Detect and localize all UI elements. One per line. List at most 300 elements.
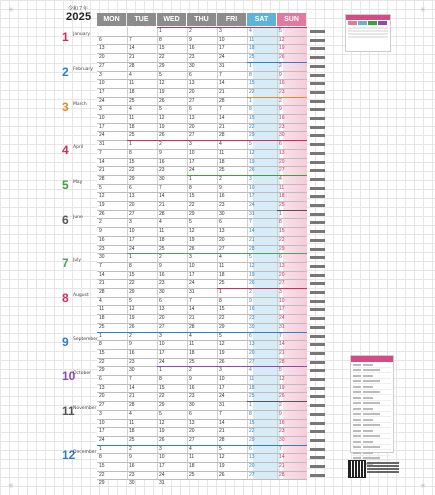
- day-number: 22: [129, 280, 135, 287]
- week-tag: [310, 178, 325, 181]
- month-name: June: [73, 214, 83, 220]
- day-number: 16: [249, 306, 255, 313]
- day-number: 24: [99, 436, 105, 443]
- day-number: 11: [249, 376, 255, 382]
- week-tag: [310, 335, 325, 338]
- day-number: 18: [129, 428, 135, 435]
- day-number: 18: [129, 123, 135, 130]
- week-tag: [310, 430, 325, 433]
- week-tag: [310, 474, 325, 477]
- day-number: 30: [219, 210, 225, 217]
- day-number: 30: [99, 254, 105, 261]
- day-number: 21: [129, 54, 135, 61]
- legend-line: [348, 33, 388, 35]
- day-number: 21: [219, 428, 225, 435]
- day-number: 2: [159, 254, 162, 261]
- day-number: 4: [129, 106, 132, 113]
- week-tag: [310, 274, 325, 277]
- day-number: 26: [249, 167, 255, 174]
- day-number: 3: [189, 141, 192, 148]
- day-number: 17: [189, 158, 195, 165]
- weekday-fri: FRI: [217, 13, 246, 26]
- day-number: 23: [279, 88, 285, 95]
- day-number: 15: [99, 463, 105, 469]
- day-number: 11: [219, 262, 225, 269]
- era-label: 令和７年: [68, 6, 89, 12]
- day-number: 1: [129, 254, 132, 261]
- day-number: 27: [219, 245, 225, 252]
- day-number: 24: [99, 132, 105, 139]
- day-number: 23: [189, 393, 195, 400]
- day-number: 12: [159, 419, 165, 426]
- day-number: 2: [279, 62, 282, 69]
- day-number: 26: [129, 323, 135, 330]
- day-number: 18: [279, 193, 285, 200]
- day-number: 16: [189, 384, 195, 391]
- month-name: August: [73, 293, 89, 298]
- day-number: 3: [219, 367, 222, 374]
- day-number: 28: [219, 97, 225, 104]
- month-label: [62, 64, 93, 79]
- day-number: 7: [99, 262, 102, 269]
- day-number: 3: [249, 175, 252, 182]
- day-number: 1: [99, 332, 102, 339]
- day-number: 24: [189, 280, 195, 287]
- day-number: 5: [249, 254, 252, 261]
- day-number: 29: [189, 210, 195, 217]
- month-label: [62, 212, 83, 227]
- day-number: 28: [219, 436, 225, 443]
- day-number: 15: [279, 228, 285, 235]
- day-number: 9: [189, 376, 192, 382]
- day-number: 7: [219, 410, 222, 417]
- day-number: 18: [219, 271, 225, 278]
- day-number: 11: [159, 228, 165, 235]
- day-number: 13: [189, 80, 195, 87]
- day-number: 19: [129, 315, 135, 322]
- legend-swatch: [358, 21, 367, 25]
- day-number: 26: [279, 54, 285, 61]
- day-number: 27: [99, 62, 105, 69]
- week-tag: [310, 361, 325, 364]
- legend-line: [348, 36, 388, 38]
- day-number: 19: [249, 158, 255, 165]
- day-number: 1: [159, 367, 162, 374]
- day-number: 28: [279, 358, 285, 365]
- day-number: 6: [279, 254, 282, 261]
- day-number: 8: [219, 297, 222, 304]
- holiday-list: [350, 355, 394, 453]
- day-number: 13: [159, 306, 165, 313]
- weekday-wed: WED: [157, 13, 186, 26]
- day-number: 12: [189, 228, 195, 235]
- day-number: 22: [99, 471, 105, 478]
- day-number: 22: [129, 167, 135, 174]
- month-name: March: [73, 101, 87, 107]
- day-number: 17: [219, 384, 225, 391]
- day-number: 30: [279, 132, 285, 139]
- day-number: 27: [189, 132, 195, 139]
- day-number: 10: [219, 36, 225, 43]
- month-name: September: [73, 336, 98, 342]
- day-number: 27: [249, 358, 255, 365]
- month-number: 7: [62, 256, 69, 271]
- day-number: 6: [99, 36, 102, 43]
- week-tag: [310, 395, 325, 398]
- day-number: 11: [189, 454, 195, 461]
- day-number: 29: [159, 402, 165, 409]
- day-number: 12: [279, 36, 285, 43]
- day-number: 16: [279, 80, 285, 87]
- day-number: 11: [129, 115, 135, 121]
- day-number: 18: [189, 349, 195, 356]
- qr-code-icon: [348, 460, 366, 478]
- day-number: 8: [279, 219, 282, 226]
- day-number: 17: [99, 88, 105, 95]
- day-number: 5: [249, 141, 252, 148]
- week-tag: [310, 352, 325, 355]
- day-number: 24: [219, 54, 225, 61]
- week-tag: [310, 265, 325, 268]
- day-number: 28: [99, 175, 105, 182]
- day-number: 27: [279, 280, 285, 287]
- week-tag: [310, 378, 325, 381]
- day-number: 2: [189, 28, 192, 34]
- day-number: 8: [99, 341, 102, 348]
- day-number: 20: [189, 428, 195, 435]
- day-number: 4: [219, 141, 222, 148]
- day-number: 23: [219, 202, 225, 208]
- day-number: 28: [219, 132, 225, 139]
- day-number: 26: [189, 245, 195, 252]
- day-number: 6: [279, 141, 282, 148]
- day-number: 25: [219, 280, 225, 287]
- week-tag: [310, 117, 325, 120]
- month-separator: [157, 27, 307, 28]
- day-number: 17: [189, 271, 195, 278]
- day-number: 26: [159, 132, 165, 139]
- day-number: 2: [249, 289, 252, 295]
- month-label: [62, 334, 98, 349]
- day-number: 27: [249, 471, 255, 478]
- day-number: 26: [99, 210, 105, 217]
- day-number: 16: [279, 115, 285, 121]
- day-number: 27: [99, 402, 105, 409]
- day-number: 20: [279, 158, 285, 165]
- day-number: 9: [249, 297, 252, 304]
- day-number: 26: [279, 393, 285, 400]
- day-number: 16: [279, 419, 285, 426]
- day-number: 7: [99, 149, 102, 156]
- week-tag: [310, 161, 325, 164]
- day-number: 12: [129, 306, 135, 313]
- day-number: 14: [219, 80, 225, 87]
- day-number: 29: [99, 367, 105, 374]
- day-number: 7: [159, 184, 162, 191]
- corner-mark-icon: ✳: [8, 482, 14, 490]
- day-number: 28: [189, 323, 195, 330]
- day-number: 12: [249, 262, 255, 269]
- week-tag: [310, 239, 325, 242]
- day-number: 13: [99, 384, 105, 391]
- day-number: 5: [219, 332, 222, 339]
- week-tag: [310, 448, 325, 451]
- week-tag: [310, 56, 325, 59]
- day-number: 7: [189, 297, 192, 304]
- day-number: 9: [279, 71, 282, 78]
- day-number: 12: [219, 341, 225, 348]
- day-number: 6: [189, 71, 192, 78]
- day-number: 9: [129, 454, 132, 461]
- day-number: 15: [99, 349, 105, 356]
- week-tag: [310, 108, 325, 111]
- day-number: 20: [279, 271, 285, 278]
- month-number: 5: [62, 177, 69, 192]
- day-number: 10: [129, 228, 135, 235]
- month-separator: [157, 366, 307, 367]
- day-number: 24: [189, 167, 195, 174]
- day-number: 21: [219, 123, 225, 130]
- day-number: 7: [129, 36, 132, 43]
- day-number: 17: [129, 236, 135, 243]
- legend-line: [348, 30, 388, 32]
- day-number: 18: [249, 384, 255, 391]
- day-number: 14: [279, 454, 285, 461]
- day-number: 24: [99, 97, 105, 104]
- day-number: 20: [159, 315, 165, 322]
- day-number: 21: [99, 280, 105, 287]
- week-tag: [310, 47, 325, 50]
- week-tag: [310, 152, 325, 155]
- day-number: 21: [99, 167, 105, 174]
- day-number: 23: [279, 123, 285, 130]
- day-number: 2: [129, 332, 132, 339]
- day-number: 31: [249, 210, 255, 217]
- day-number: 1: [249, 62, 252, 69]
- legend-swatch: [348, 21, 357, 25]
- week-tag: [310, 413, 325, 416]
- day-number: 3: [129, 219, 132, 226]
- month-number: 11: [62, 404, 75, 419]
- day-number: 31: [219, 62, 225, 69]
- month-label: [62, 256, 82, 271]
- day-number: 14: [129, 45, 135, 52]
- day-number: 26: [219, 358, 225, 365]
- month-name: November: [73, 406, 97, 412]
- month-label: [62, 291, 89, 305]
- week-tag: [310, 343, 325, 346]
- day-number: 18: [249, 45, 255, 52]
- day-number: 9: [99, 228, 102, 235]
- day-number: 21: [159, 202, 165, 208]
- day-number: 11: [249, 36, 255, 43]
- day-number: 8: [249, 106, 252, 113]
- day-number: 3: [219, 28, 222, 34]
- day-number: 24: [219, 393, 225, 400]
- day-number: 19: [279, 45, 285, 52]
- color-legend: [345, 14, 391, 52]
- day-number: 9: [279, 106, 282, 113]
- day-number: 20: [249, 349, 255, 356]
- week-tag: [310, 308, 325, 311]
- day-number: 10: [249, 184, 255, 191]
- day-number: 14: [189, 306, 195, 313]
- day-number: 7: [219, 106, 222, 113]
- day-number: 1: [129, 141, 132, 148]
- day-number: 29: [249, 132, 255, 139]
- day-number: 16: [159, 158, 165, 165]
- day-number: 1: [99, 445, 102, 452]
- day-number: 7: [279, 445, 282, 452]
- day-number: 29: [129, 289, 135, 295]
- day-number: 13: [99, 45, 105, 52]
- day-number: 13: [129, 193, 135, 200]
- week-tag: [310, 465, 325, 468]
- day-number: 27: [129, 210, 135, 217]
- day-number: 25: [189, 471, 195, 478]
- day-number: 10: [99, 115, 105, 121]
- month-label: [62, 143, 84, 158]
- day-number: 31: [279, 323, 285, 330]
- day-number: 17: [99, 428, 105, 435]
- day-number: 28: [129, 62, 135, 69]
- day-number: 23: [159, 280, 165, 287]
- day-number: 16: [159, 271, 165, 278]
- weekday-sun: SUN: [277, 13, 306, 26]
- day-number: 15: [249, 419, 255, 426]
- corner-mark-icon: ✳: [8, 6, 14, 14]
- week-tag: [310, 91, 325, 94]
- day-number: 5: [189, 219, 192, 226]
- day-number: 7: [249, 219, 252, 226]
- day-number: 6: [249, 445, 252, 452]
- day-number: 17: [99, 123, 105, 130]
- month-number: 2: [62, 64, 69, 79]
- day-number: 8: [99, 454, 102, 461]
- day-number: 17: [279, 306, 285, 313]
- day-number: 22: [159, 54, 165, 61]
- day-number: 4: [189, 445, 192, 452]
- day-number: 16: [99, 236, 105, 243]
- week-tag: [310, 248, 325, 251]
- day-number: 3: [159, 332, 162, 339]
- day-number: 10: [99, 419, 105, 426]
- day-number: 25: [249, 54, 255, 61]
- week-tag: [310, 100, 325, 103]
- day-number: 13: [279, 262, 285, 269]
- day-number: 28: [249, 245, 255, 252]
- day-number: 10: [189, 149, 195, 156]
- day-number: 10: [159, 341, 165, 348]
- day-number: 5: [159, 410, 162, 417]
- day-number: 12: [159, 80, 165, 87]
- day-number: 1: [249, 402, 252, 409]
- day-number: 20: [99, 393, 105, 400]
- month-name: May: [73, 179, 83, 185]
- day-number: 4: [219, 254, 222, 261]
- day-number: 13: [249, 341, 255, 348]
- weekday-sat: SAT: [247, 13, 276, 26]
- day-number: 20: [189, 88, 195, 95]
- day-number: 14: [129, 384, 135, 391]
- day-number: 14: [99, 158, 105, 165]
- day-number: 14: [159, 193, 165, 200]
- day-number: 17: [219, 45, 225, 52]
- day-number: 30: [189, 402, 195, 409]
- week-tag: [310, 134, 325, 137]
- day-number: 21: [279, 349, 285, 356]
- day-number: 2: [129, 445, 132, 452]
- day-number: 5: [159, 71, 162, 78]
- week-tag: [310, 404, 325, 407]
- day-number: 25: [129, 97, 135, 104]
- day-number: 22: [189, 202, 195, 208]
- day-number: 12: [249, 149, 255, 156]
- day-number: 22: [279, 236, 285, 243]
- day-number: 4: [279, 175, 282, 182]
- day-number: 26: [219, 471, 225, 478]
- day-number: 8: [249, 71, 252, 78]
- week-tag: [310, 387, 325, 390]
- day-number: 11: [189, 341, 195, 348]
- month-number: 4: [62, 143, 69, 158]
- day-number: 21: [249, 236, 255, 243]
- week-tag: [310, 126, 325, 129]
- day-number: 6: [99, 376, 102, 382]
- day-number: 16: [129, 349, 135, 356]
- week-tag: [310, 326, 325, 329]
- day-number: 8: [159, 36, 162, 43]
- week-tag: [310, 82, 325, 85]
- day-number: 27: [189, 97, 195, 104]
- day-number: 31: [159, 480, 165, 487]
- day-number: 30: [129, 367, 135, 374]
- day-number: 17: [249, 193, 255, 200]
- day-number: 19: [159, 428, 165, 435]
- day-number: 1: [219, 289, 222, 295]
- day-number: 25: [129, 436, 135, 443]
- day-number: 4: [249, 367, 252, 374]
- day-number: 13: [249, 454, 255, 461]
- day-number: 9: [129, 341, 132, 348]
- weekday-thu: THU: [187, 13, 216, 26]
- day-number: 15: [249, 115, 255, 121]
- day-number: 19: [189, 236, 195, 243]
- day-number: 25: [99, 323, 105, 330]
- day-number: 24: [159, 471, 165, 478]
- day-number: 14: [279, 341, 285, 348]
- day-number: 7: [219, 71, 222, 78]
- day-number: 10: [219, 376, 225, 382]
- day-number: 23: [99, 245, 105, 252]
- day-number: 29: [129, 175, 135, 182]
- day-number: 15: [129, 271, 135, 278]
- month-separator: [247, 97, 307, 98]
- day-number: 19: [159, 123, 165, 130]
- day-number: 30: [279, 436, 285, 443]
- month-name: April: [73, 145, 84, 151]
- day-number: 6: [129, 184, 132, 191]
- day-number: 15: [129, 158, 135, 165]
- day-number: 30: [249, 323, 255, 330]
- day-number: 31: [189, 289, 195, 295]
- day-number: 21: [129, 393, 135, 400]
- day-number: 4: [129, 71, 132, 78]
- day-number: 16: [129, 463, 135, 469]
- day-number: 11: [279, 184, 285, 191]
- day-number: 2: [279, 97, 282, 104]
- day-number: 26: [249, 280, 255, 287]
